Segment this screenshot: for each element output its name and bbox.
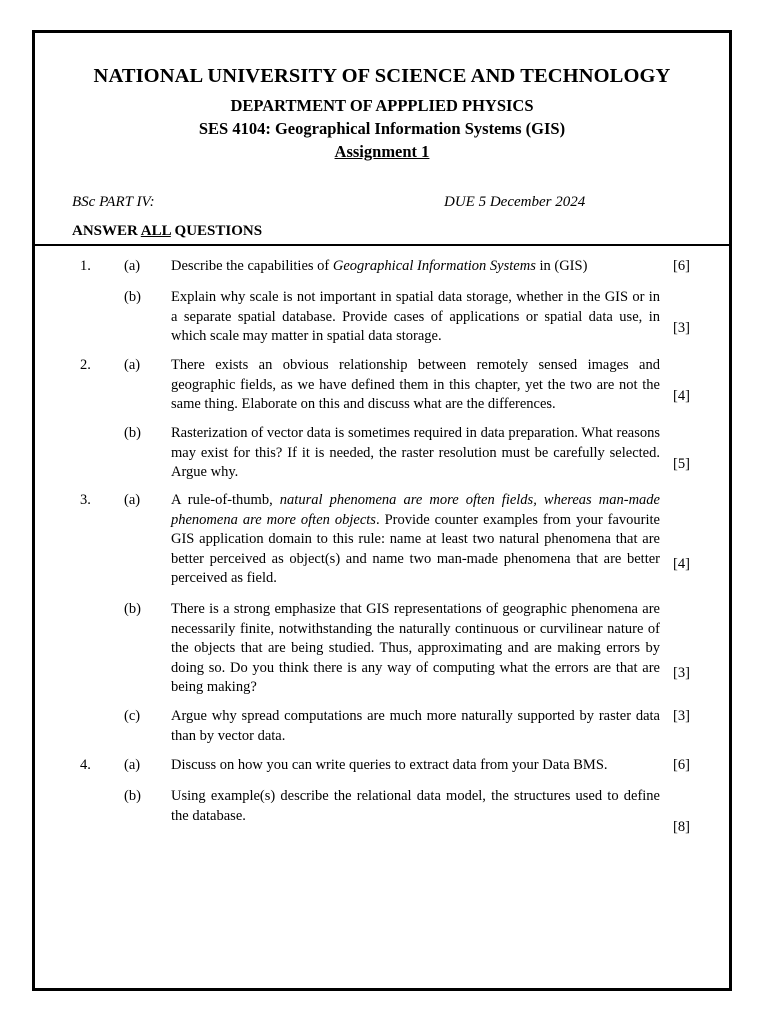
question-3a-text-after: . Provide counter examples from your favourite GIS application domain to this rule: name at least two natural phenomena that are better perceived as object(s) and name two man-made phenomena that are better perceived as field. — [171, 511, 660, 587]
question-3b-label: (b) — [124, 601, 141, 617]
due-date: DUE 5 December 2024 — [444, 194, 586, 210]
course-title: SES 4104: Geographical Information Systems (GIS) — [198, 119, 566, 138]
question-3a-marks: [4] — [673, 556, 690, 572]
instructions — [72, 223, 262, 240]
department-name: DEPARTMENT OF APPPLIED PHYSICS — [230, 96, 534, 115]
question-4-number: 4. — [80, 757, 91, 773]
level-label: BSc PART IV: — [72, 194, 155, 210]
question-2a-text: There exists an obvious relationship between remotely sensed images and geographic fields, as we have defined them in this chapter, yet the two are not the same thing. Elaborate on this and discuss what are the differences. — [171, 357, 660, 413]
question-2b-text: Rasterization of vector data is sometimes required in data preparation. What reasons may exist for this? If it is needed, the raster resolution must be carefully selected. Argue why. — [171, 425, 660, 481]
question-1-number: 1. — [80, 258, 91, 274]
question-3c-label: (c) — [124, 708, 141, 724]
question-3c-marks: [3] — [673, 708, 690, 724]
question-1a-text — [171, 257, 660, 277]
header-divider — [35, 244, 732, 246]
question-1a-marks: [6] — [673, 258, 690, 274]
question-1b-marks: [3] — [673, 320, 690, 336]
question-3a-label: (a) — [124, 492, 141, 508]
question-4b-label: (b) — [124, 788, 141, 804]
question-3a-text — [171, 491, 660, 589]
question-1a-label: (a) — [124, 258, 141, 274]
question-3a-text-italic: natural phenomena are more often fields, whereas man-made phenomena are more often objects — [171, 492, 660, 528]
question-2a-marks: [4] — [673, 388, 690, 404]
question-2a-label: (a) — [124, 357, 141, 373]
question-1a-text-before: Describe the capabilities of — [171, 258, 333, 274]
question-4a-marks: [6] — [673, 757, 690, 773]
instructions-suffix: QUESTIONS — [170, 223, 263, 239]
university-name: NATIONAL UNIVERSITY OF SCIENCE AND TECHNOLOGY — [93, 65, 671, 87]
question-1b-text: Explain why scale is not important in spatial data storage, whether in the GIS or in a separate spatial database. Provide cases of applications or spatial data use, in which scale may matter in spatial data storage. — [171, 289, 660, 345]
question-4a-label: (a) — [124, 757, 141, 773]
assignment-title — [35, 142, 729, 162]
question-3b-text: There is a strong emphasize that GIS representations of geographic phenomena are necessarily finite, notwithstanding the naturally continuous or curvilinear nature of the objects that are being studied. Thus, approximating and are making errors by doing so. Do you think there is any way of computing what the errors are that are being making? — [171, 601, 660, 696]
assignment-title-text: Assignment 1 — [334, 142, 430, 161]
question-1a-text-italic: Geographical Information Systems — [332, 258, 536, 274]
question-2b-marks: [5] — [673, 456, 690, 472]
question-3a-text-before: A rule-of-thumb, — [171, 492, 280, 508]
question-1a-text-after: in (GIS) — [535, 258, 588, 274]
question-3-number: 3. — [80, 492, 91, 508]
question-2-number: 2. — [80, 357, 91, 373]
question-4b-text: Using example(s) describe the relational data model, the structures used to define the database. — [171, 788, 660, 824]
instructions-emphasis: ALL — [140, 223, 171, 239]
question-4a-text: Discuss on how you can write queries to extract data from your Data BMS. — [171, 757, 608, 773]
instructions-prefix: ANSWER — [72, 223, 141, 239]
question-3b-marks: [3] — [673, 665, 690, 681]
question-2b-label: (b) — [124, 425, 141, 441]
question-1b-label: (b) — [124, 289, 141, 305]
question-4b-marks: [8] — [673, 819, 690, 835]
question-3c-text: Argue why spread computations are much more naturally supported by raster data than by vector data. — [171, 708, 660, 744]
